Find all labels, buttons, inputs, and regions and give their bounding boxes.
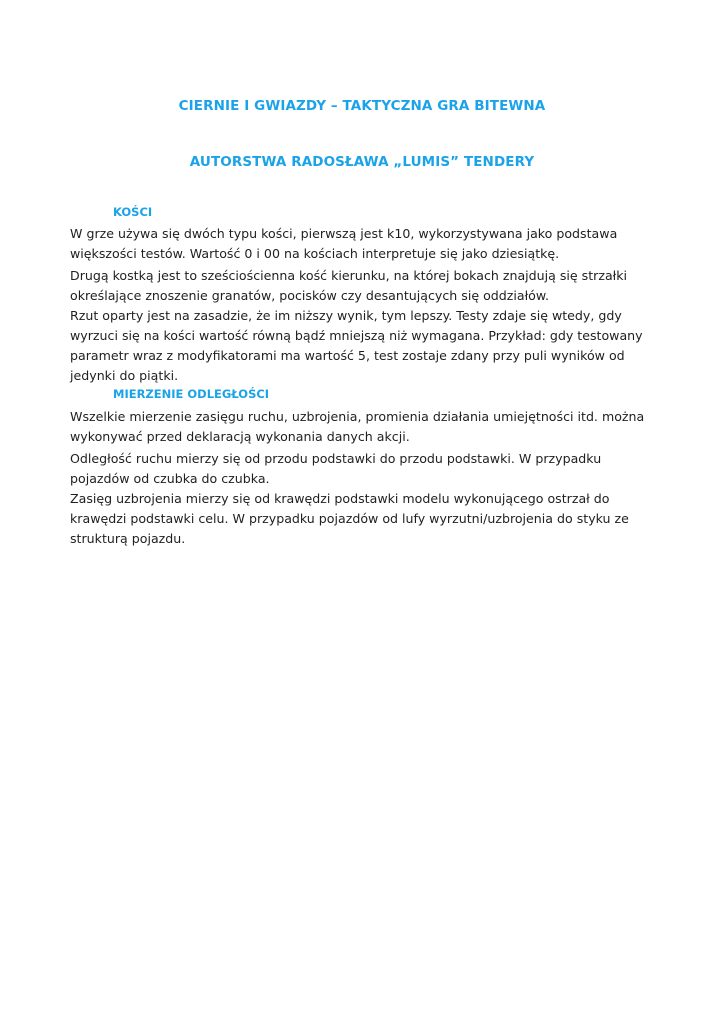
paragraph-mierzenie-1: Wszelkie mierzenie zasięgu ruchu, uzbrojenia, promienia działania umiejętności itd. można wykonywać przed deklaracją wykonania danych akcji. bbox=[70, 409, 645, 444]
paragraph-kosci-3: Rzut oparty jest na zasadzie, że im niższy wynik, tym lepszy. Testy zdaje się wtedy, gdy wyrzuci się na kości wartość równą bądź mniejszą niż wymagana. Przykład: gdy testowany parametr wraz z modyfikatorami ma wartość 5, test zostaje zdany przy puli wyników od jedynki do piątki. bbox=[70, 308, 643, 383]
paragraph-kosci-1: W grze używa się dwóch typu kości, pierwszą jest k10, wykorzystywana jako podstawa większości testów. Wartość 0 i 00 na kościach interpretuje się jako dziesiątkę. bbox=[70, 226, 618, 261]
section-heading-kosci: KOŚCI bbox=[113, 205, 153, 219]
paragraph-mierzenie-3: Zasięg uzbrojenia mierzy się od krawędzi podstawki modelu wykonującego ostrzał do krawędzi podstawki celu. W przypadku pojazdów od lufy wyrzutni/uzbrojenia do styku ze strukturą pojazdu. bbox=[70, 491, 629, 546]
paragraph-mierzenie-2: Odległość ruchu mierzy się od przodu podstawki do przodu podstawki. W przypadku pojazdów od czubka do czubka. bbox=[70, 451, 602, 486]
document-author-line: AUTORSTWA RADOSŁAWA „LUMIS” TENDERY bbox=[189, 154, 535, 170]
section-heading-mierzenie-odleglosci: MIERZENIE ODLEGŁOŚCI bbox=[113, 387, 270, 401]
paragraph-kosci-2: Drugą kostką jest to sześciościenna kość kierunku, na której bokach znajdują się strzałki określające znoszenie granatów, pocisków czy desantujących się oddziałów. bbox=[70, 268, 628, 303]
document-title: CIERNIE I GWIAZDY – TAKTYCZNA GRA BITEWNA bbox=[178, 98, 546, 114]
